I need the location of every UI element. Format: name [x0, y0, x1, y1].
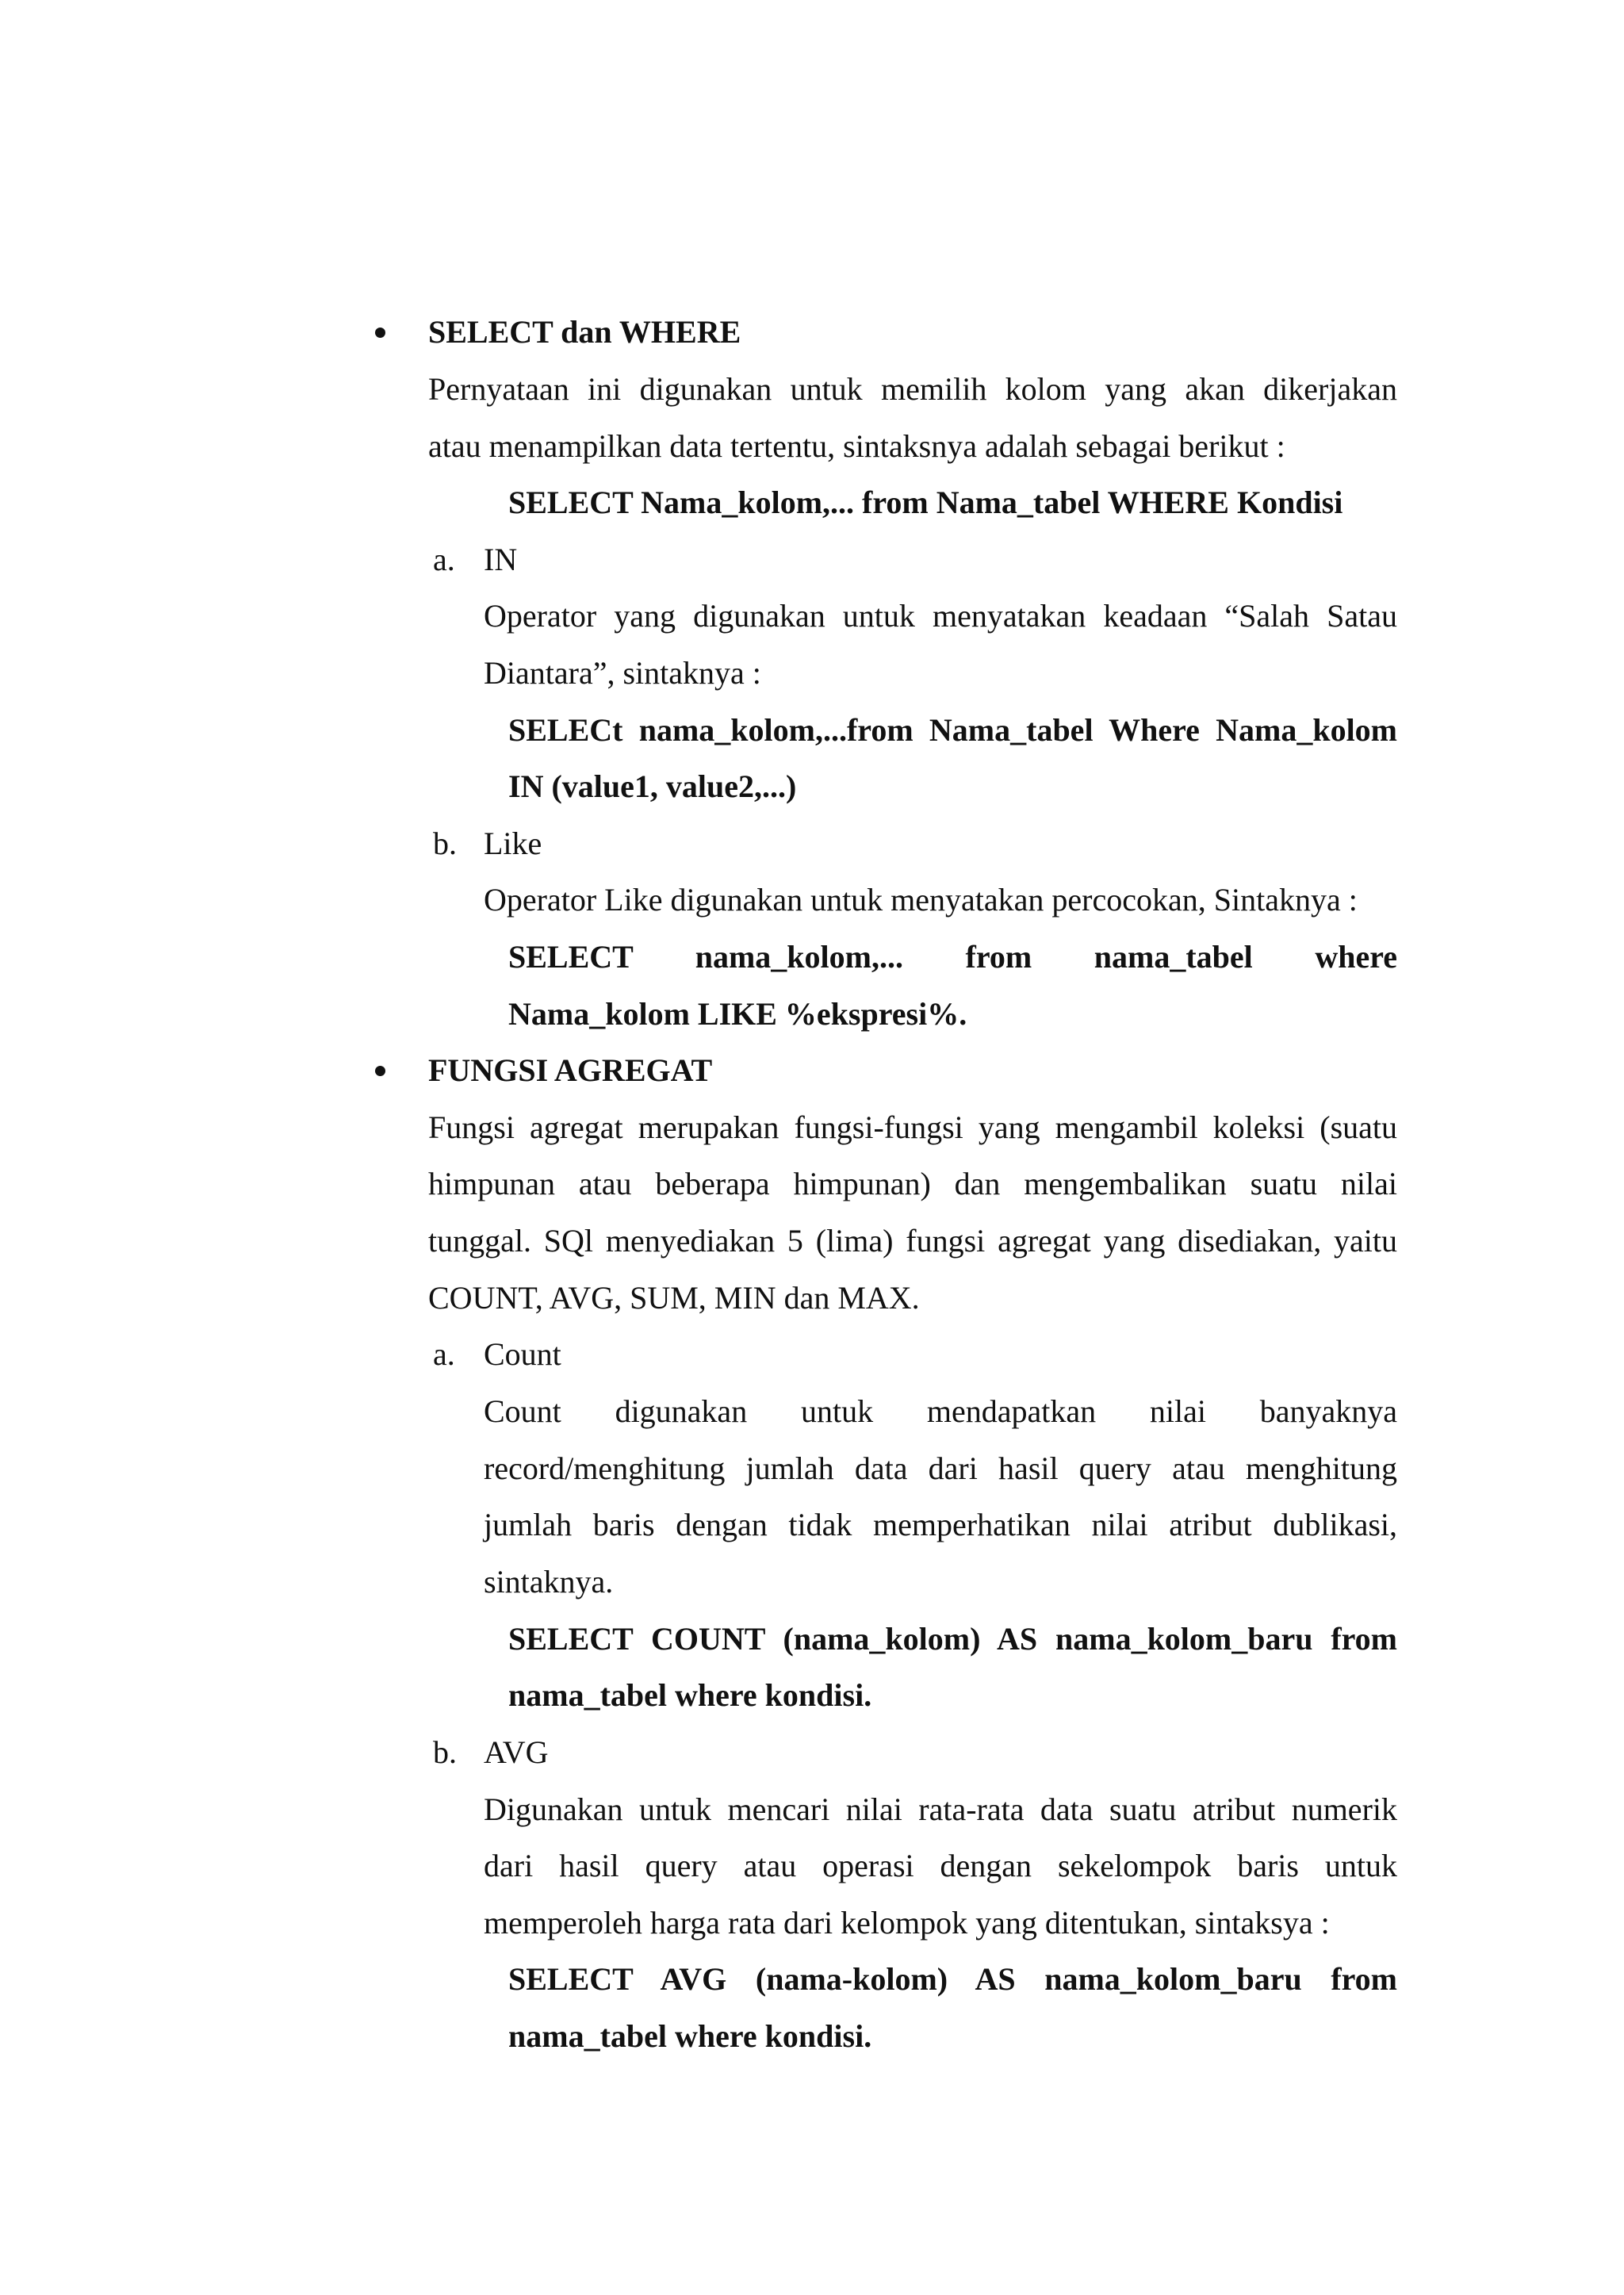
list-marker: a. — [433, 1336, 455, 1372]
list-marker: a. — [433, 542, 455, 577]
paragraph-line: COUNT, AVG, SUM, MIN dan MAX. — [428, 1280, 920, 1316]
paragraph-line: Count digunakan untuk mendapatkan nilai banyaknya — [484, 1393, 1397, 1429]
paragraph-line: Pernyataan ini digunakan untuk memilih kolom yang akan dikerjakan — [428, 371, 1397, 407]
paragraph-line: Fungsi agregat merupakan fungsi-fungsi yang mengambil koleksi (suatu — [428, 1109, 1397, 1145]
bullet-icon — [375, 328, 385, 338]
paragraph-line: record/menghitung jumlah data dari hasil query atau menghitung — [484, 1450, 1397, 1486]
section-heading: SELECT dan WHERE — [428, 314, 741, 350]
code-line: nama_tabel where kondisi. — [508, 1677, 872, 1713]
paragraph-line: Operator yang digunakan untuk menyatakan keadaan “Salah Satau — [484, 598, 1397, 634]
code-line: SELECt nama_kolom,...from Nama_tabel Where Nama_kolom — [508, 712, 1397, 748]
list-item-title: Count — [484, 1336, 561, 1372]
list-item-title: AVG — [484, 1734, 549, 1770]
paragraph-line: Diantara”, sintaknya : — [484, 655, 761, 691]
list-marker: b. — [433, 826, 457, 861]
code-line: SELECT nama_kolom,... from nama_tabel where — [508, 939, 1397, 975]
paragraph-line: himpunan atau beberapa himpunan) dan mengembalikan suatu nilai — [428, 1166, 1397, 1201]
code-line: nama_tabel where kondisi. — [508, 2018, 872, 2054]
paragraph-line: memperoleh harga rata dari kelompok yang ditentukan, sintaksya : — [484, 1905, 1330, 1941]
code-line: IN (value1, value2,...) — [508, 768, 797, 804]
code-line: SELECT COUNT (nama_kolom) AS nama_kolom_baru from — [508, 1621, 1397, 1657]
paragraph-line: dari hasil query atau operasi dengan sekelompok baris untuk — [484, 1848, 1397, 1883]
paragraph-line: Operator Like digunakan untuk menyatakan percocokan, Sintaknya : — [484, 882, 1358, 918]
code-line: SELECT AVG (nama-kolom) AS nama_kolom_baru from — [508, 1961, 1397, 1997]
syntax-line: SELECT Nama_kolom,... from Nama_tabel WHERE Kondisi — [508, 485, 1343, 520]
code-line: Nama_kolom LIKE %ekspresi%. — [508, 996, 967, 1032]
paragraph-line: tunggal. SQl menyediakan 5 (lima) fungsi agregat yang disediakan, yaitu — [428, 1223, 1397, 1259]
paragraph-line: jumlah baris dengan tidak memperhatikan nilai atribut dublikasi, — [484, 1507, 1397, 1542]
section-heading: FUNGSI AGREGAT — [428, 1052, 713, 1088]
paragraph-line: sintaknya. — [484, 1564, 614, 1600]
bullet-icon — [375, 1066, 385, 1076]
paragraph-line: Digunakan untuk mencari nilai rata-rata data suatu atribut numerik — [484, 1791, 1397, 1827]
list-item-title: Like — [484, 826, 542, 861]
list-marker: b. — [433, 1734, 457, 1770]
paragraph-line: atau menampilkan data tertentu, sintaksnya adalah sebagai berikut : — [428, 428, 1285, 464]
list-item-title: IN — [484, 542, 518, 577]
